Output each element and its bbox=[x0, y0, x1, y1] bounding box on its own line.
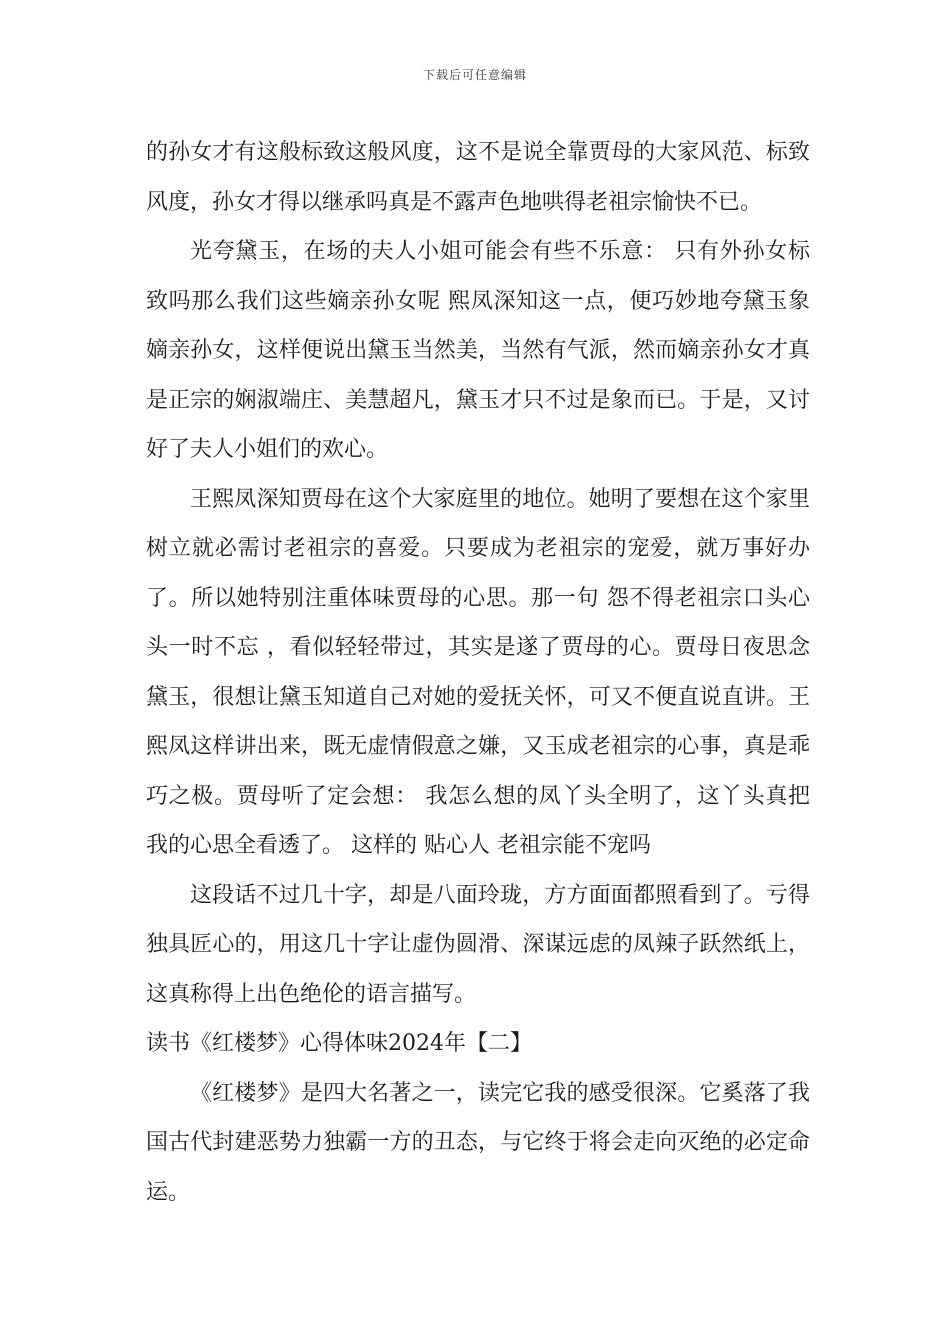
paragraph-4: 这段话不过几十字，却是八面玲珑，方方面面都照看到了。亏得独具匠心的，用这几十字让虚伪圆滑、深谋远虑的凤辣子跃然纸上，这真称得上出色绝伦的语言描写。 bbox=[146, 882, 810, 1007]
page-header: 下载后可任意编辑 bbox=[422, 68, 527, 82]
paragraph-2: 光夸黛玉，在场的夫人小姐可能会有些不乐意： 只有外孙女标致吗那么我们这些嫡亲孙女呢 熙凤深知这一点，便巧妙地夸黛玉象嫡亲孙女，这样便说出黛玉当然美，当然有气派，然而嫡亲孙女才真是正宗的娴淑端庄、美慧超凡，黛玉才只不过是象而已。于是，又讨好了夫人小姐们的欢心。 bbox=[146, 239, 810, 462]
section-heading: 读书《红楼梦》心得体味2024年【二】 bbox=[146, 1031, 532, 1056]
paragraph-1: 的孙女才有这般标致这般风度，这不是说全靠贾母的大家风范、标致风度，孙女才得以继承吗真是不露声色地哄得老祖宗愉快不已。 bbox=[146, 140, 810, 215]
paragraph-5: 《红楼梦》是四大名著之一，读完它我的感受很深。它奚落了我国古代封建恶势力独霸一方的丑态，与它终于将会走向灭绝的必定命运。 bbox=[146, 1080, 810, 1205]
paragraph-3: 王熙凤深知贾母在这个大家庭里的地位。她明了要想在这个家里树立就必需讨老祖宗的喜爱。只要成为老祖宗的宠爱，就万事好办了。所以她特别注重体味贾母的心思。那一句 怨不得老祖宗口头心头一时不忘 ，看似轻轻带过，其实是遂了贾母的心。贾母日夜思念黛玉，很想让黛玉知道自己对她的爱抚关怀，可又不便直说直讲。王熙凤这样讲出来，既无虚情假意之嫌，又玉成老祖宗的心事，真是乖巧之极。贾母听了定会想： 我怎么想的凤丫头全明了，这丫头真把我的心思全看透了。 这样的 贴心人 老祖宗能不宠吗 bbox=[146, 486, 810, 858]
document-body bbox=[146, 128, 810, 1217]
